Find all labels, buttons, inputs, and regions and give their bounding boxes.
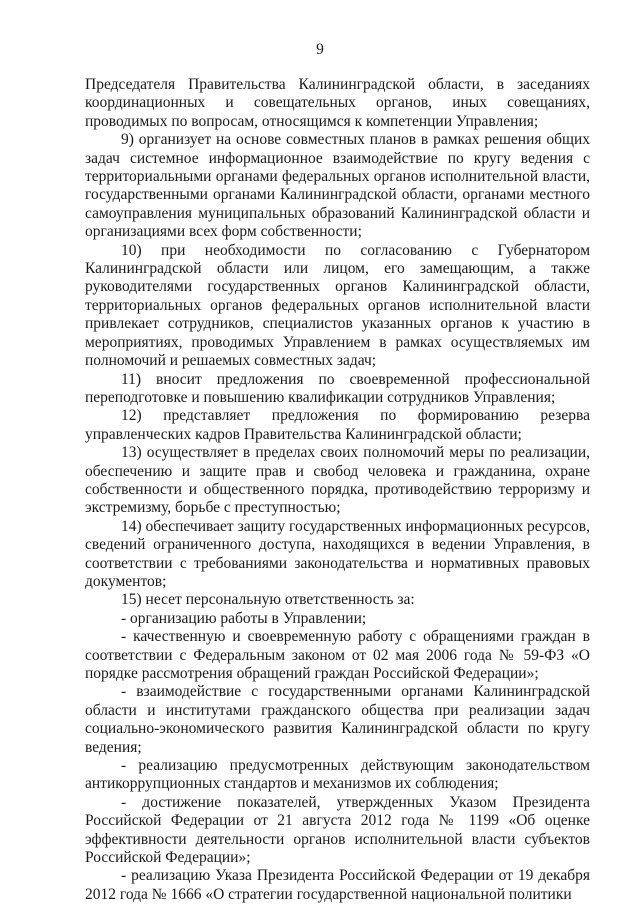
- paragraph: 15) несет персональную ответственность за:: [121, 591, 415, 609]
- paragraph: 9) организует на основе совместных планов в рамках решения общих задач системное информационное взаимодействие по кругу ведения с территориальными органами федеральных органов исполнительной власти, государственными органами Калининградской области, органами местного самоуправления муниципальных образований Калининградской области и организациями всех форм собственности;: [85, 131, 590, 241]
- paragraph: Председателя Правительства Калининградской области, в заседаниях координационных и совещательных органов, иных совещаниях, проводимых по вопросам, относящимся к компетенции Управления;: [85, 76, 590, 130]
- paragraph: - качественную и своевременную работу с обращениями граждан в соответствии с Федеральным законом от 02 мая 2006 года № 59-ФЗ «О порядке рассмотрения обращений граждан Российской Федерации»;: [85, 628, 590, 682]
- paragraph: - организацию работы в Управлении;: [121, 609, 367, 627]
- paragraph: 14) обеспечивает защиту государственных информационных ресурсов, сведений ограниченного доступа, находящихся в ведении Управления, в соответствии с требованиями законодательства и нормативных правовых документов;: [85, 517, 590, 590]
- paragraph: - достижение показателей, утвержденных Указом Президента Российской Федерации от 21 августа 2012 года № 1199 «Об оценке эффективности деятельности органов исполнительной власти субъектов Российской Федерации»;: [85, 793, 590, 867]
- paragraph: - реализацию Указа Президента Российской Федерации от 19 декабря 2012 года № 1666 «О стратегии государственной национальной политики: [85, 867, 590, 903]
- page-number: 9: [316, 41, 324, 58]
- paragraph: - взаимодействие с государственными органами Калининградской области и институтами гражданского общества при реализации задач социально-экономического развития Калининградской области по кругу ведения;: [85, 683, 590, 756]
- paragraph: 11) вносит предложения по своевременной профессиональной переподготовке и повышению квалификации сотрудников Управления;: [85, 370, 590, 406]
- paragraph: 13) осуществляет в пределах своих полномочий меры по реализации, обеспечению и защите прав и свобод человека и гражданина, охране собственности и общественного порядка, противодействию терроризму и экстремизму, борьбе с преступностью;: [85, 444, 590, 517]
- paragraph: 12) представляет предложения по формированию резерва управленческих кадров Правительства Калининградской области;: [85, 407, 590, 443]
- paragraph: 10) при необходимости по согласованию с Губернатором Калининградской области или лицом, его замещающим, а также руководителями государственных органов Калининградской области, территориальных органов федеральных органов исполнительной власти привлекает сотрудников, специалистов указанных органов к участию в мероприятиях, проводимых Управлением в рамках осуществляемых им полномочий и решаемых совместных задач;: [85, 241, 590, 370]
- document-body: [85, 76, 590, 904]
- paragraph: - реализацию предусмотренных действующим законодательством антикоррупционных стандартов и механизмов их соблюдения;: [85, 757, 590, 793]
